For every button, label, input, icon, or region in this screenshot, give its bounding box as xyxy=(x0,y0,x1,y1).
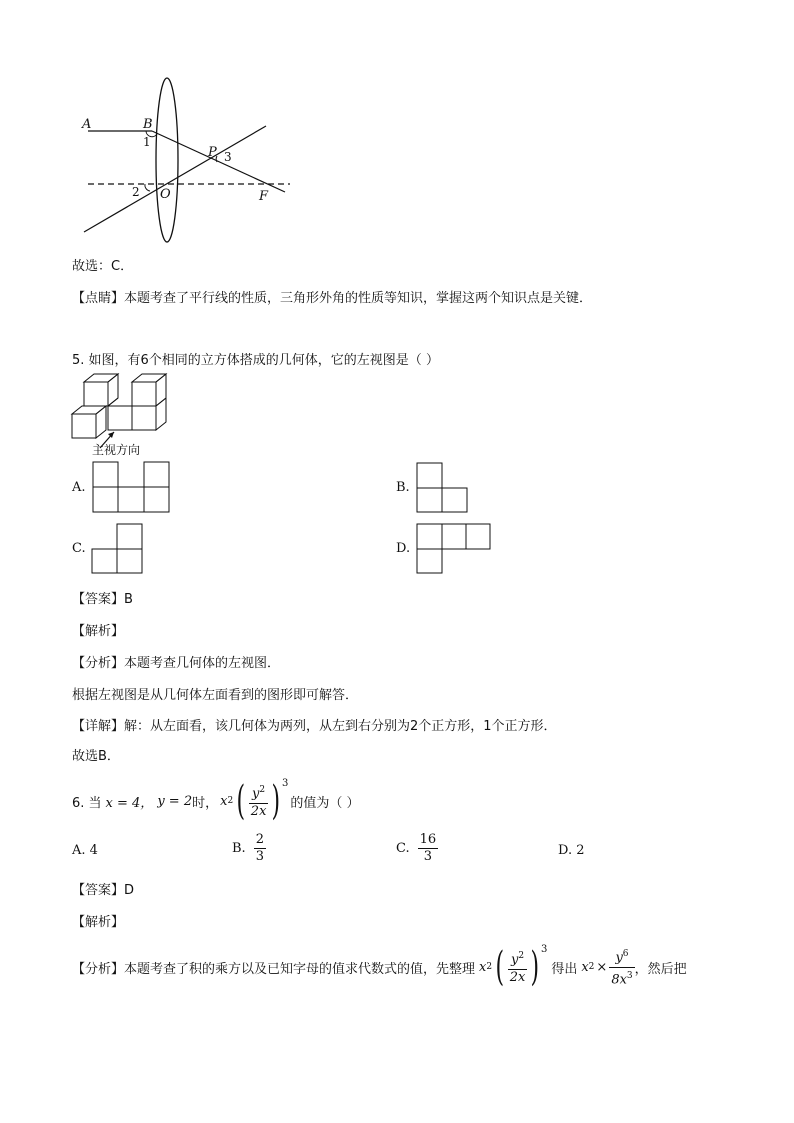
q5-option-d-label: D. xyxy=(396,541,411,556)
label-3: 3 xyxy=(224,150,232,164)
q5-detail xyxy=(72,715,557,734)
view-direction-caption: 主视方向 xyxy=(92,443,141,457)
q5-analysis-tag: 【解析】 xyxy=(72,624,125,639)
opt-c-label: C. xyxy=(396,841,410,856)
expr-fraction xyxy=(249,782,269,819)
q6-cond-y: y = 2 xyxy=(157,793,193,809)
option-d-view xyxy=(416,523,494,575)
expr-outer-exp: 3 xyxy=(282,777,289,789)
right-paren: ) xyxy=(271,778,281,824)
label-2: 2 xyxy=(132,185,140,199)
q5-option-a-label: A. xyxy=(72,480,86,495)
opt-c-fraction: $\frac{16}{3}$ xyxy=(419,832,437,864)
expr-x-exp: 2 xyxy=(227,796,234,806)
q5-stem: 5. 如图，有6个相同的立方体搭成的几何体，它的左视图是（ ） xyxy=(72,353,439,368)
opt-b-fraction: $\frac{2}{3}$ xyxy=(255,832,264,864)
answer-value: B xyxy=(124,592,133,607)
q6-option-c xyxy=(396,832,438,865)
comment-text: 本题考查了平行线的性质，三角形外角的性质等知识，掌握这两个知识点是关键． xyxy=(124,291,593,306)
q6-stem-prefix: 6. 当 xyxy=(72,795,102,811)
angle-arc-2 xyxy=(145,184,150,191)
q4-choice-line: 故选：C． xyxy=(72,259,134,274)
label-1: 1 xyxy=(143,135,151,149)
q5-answer xyxy=(72,588,133,607)
q6-stem-suffix: 的值为（ ） xyxy=(290,795,360,811)
fenxi-tag: 【分析】 xyxy=(72,961,125,977)
q6-answer xyxy=(72,879,134,898)
q4-comment xyxy=(72,287,592,306)
q5-method: 根据左视图是从几何体左面看到的图形即可解答． xyxy=(72,688,359,703)
q6-fenxi xyxy=(72,944,687,990)
answer-tag: 【答案】 xyxy=(72,592,125,607)
q6-stem-mid: 时， xyxy=(192,795,219,811)
fenxi-text-3: ，然后把 xyxy=(634,961,687,977)
expr-num: y xyxy=(252,786,260,802)
label-p: P xyxy=(208,145,217,160)
left-paren: ( xyxy=(236,778,246,824)
option-a-view xyxy=(92,461,172,515)
fenxi-expression: x 2 ( $\frac{y^2}{2x}$ ) 3 xyxy=(479,943,548,990)
comment-tag: 【点睛】 xyxy=(72,291,125,306)
label-f: F xyxy=(259,189,269,204)
option-c-view xyxy=(91,523,145,575)
label-a: A xyxy=(82,117,92,132)
detail-tag: 【详解】 xyxy=(72,719,125,734)
label-b: B xyxy=(143,117,153,132)
expr-num-exp: 2 xyxy=(259,785,266,796)
fenxi-tag: 【分析】 xyxy=(72,656,125,671)
opt-b-label: B. xyxy=(232,841,246,856)
fenxi-text-2: 得出 xyxy=(551,961,578,977)
q5-choice-line: 故选B． xyxy=(72,749,120,764)
option-b-view xyxy=(416,462,470,514)
fenxi-result: x 2 × $\frac{y^6}{8x^3}$ xyxy=(581,946,634,988)
q6-stem xyxy=(72,778,360,824)
q6-cond-x: x = 4， xyxy=(105,795,154,811)
lens-ellipse xyxy=(156,78,178,242)
detail-text: 解：从左面看，该几何体为两列，从左到右分别为2个正方形，1个正方形． xyxy=(124,719,557,734)
q6-option-b xyxy=(232,832,266,865)
fenxi-text-1: 本题考查了积的乘方以及已知字母的值求代数式的值，先整理 xyxy=(124,961,476,977)
q6-analysis-tag: 【解析】 xyxy=(72,915,125,930)
label-o: O xyxy=(160,187,171,202)
q6-expression xyxy=(220,777,289,824)
ray-diagram xyxy=(70,70,310,270)
fenxi-text: 本题考查几何体的左视图． xyxy=(124,656,281,671)
q6-option-a: A. 4 xyxy=(72,843,98,858)
q6-option-d: D. 2 xyxy=(558,843,585,858)
q5-option-c-label: C. xyxy=(72,541,86,556)
answer-value: D xyxy=(124,883,135,898)
expr-den: 2x xyxy=(250,803,267,819)
q5-fenxi xyxy=(72,652,280,671)
expr-x: x xyxy=(220,793,228,809)
ray-line-bf xyxy=(152,131,285,192)
answer-tag: 【答案】 xyxy=(72,883,125,898)
q5-option-b-label: B. xyxy=(396,480,410,495)
